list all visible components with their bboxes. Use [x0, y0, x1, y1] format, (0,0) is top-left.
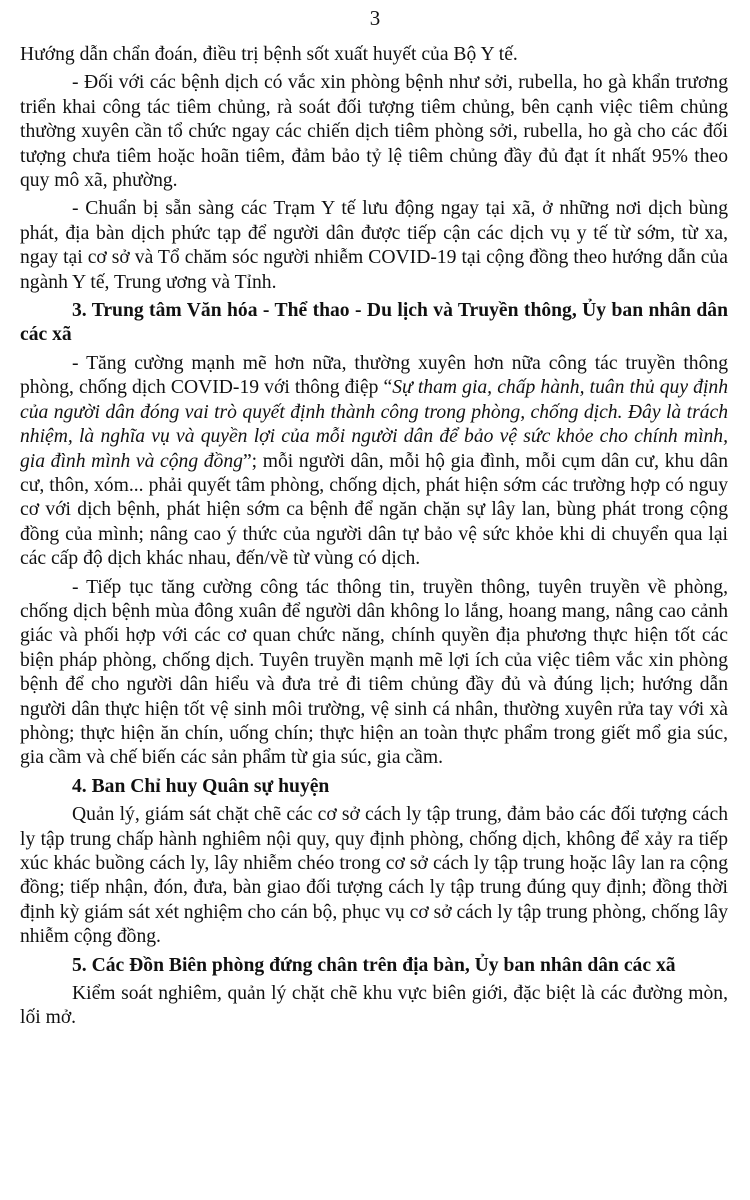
paragraph-vaccination: - Đối với các bệnh dịch có vắc xin phòng bệnh như sởi, rubella, ho gà khẩn trương triển khai công tác tiêm chủng, rà soát đối tượng tiêm chủng, bên cạnh việc tiêm chủng thường xuyên cần tổ chức ngay các chiến dịch tiêm phòng sởi, rubella, ho gà cho các đối tượng chưa tiêm hoặc hoãn tiêm, đảm bảo tỷ lệ tiêm chủng đầy đủ đạt ít nhất 95% theo quy mô xã, phường. [20, 72, 728, 192]
paragraph-information-campaign: - Tiếp tục tăng cường công tác thông tin, truyền thông, tuyên truyền về phòng, chống dịch bệnh mùa đông xuân để người dân không lo lắng, hoang mang, nâng cao cảnh giác và phối hợp với các cơ quan chức năng, chính quyền địa phương thực hiện tốt các biện pháp phòng, chống dịch. Tuyên truyền mạnh mẽ lợi ích của việc tiêm vắc xin phòng bệnh để cho người dân hiểu và đưa trẻ đi tiêm chủng đầy đủ và đúng lịch; hướng dẫn người dân thực hiện tốt vệ sinh môi trường, vệ sinh cá nhân, thường xuyên rửa tay với xà phòng; thực hiện ăn chín, uống chín; thực hiện an toàn thực phẩm trong giết mổ gia súc, gia cầm và chế biến các sản phẩm từ gia súc, gia cầm. [20, 576, 728, 769]
section-4-heading: 4. Ban Chỉ huy Quân sự huyện [72, 775, 330, 797]
paragraph-mobile-stations: - Chuẩn bị sẵn sàng các Trạm Y tế lưu động ngay tại xã, ở những nơi dịch bùng phát, địa bàn dịch phức tạp để người dân được tiếp cận các dịch vụ y tế từ sớm, từ xa, ngay tại cơ sở và Tổ chăm sóc người nhiễm COVID-19 tại cộng đồng theo hướng dẫn của ngành Y tế, Trung ương và Tỉnh. [20, 198, 728, 293]
message-continuation-text: ”; mỗi người dân, mỗi hộ gia đình, mỗi cụm dân cư, khu dân cư, thôn, xóm... phải quyết tâm phòng, chống dịch, phát hiện sớm các trường hợp có nguy cơ với dịch bệnh, phát hiện sớm ca bệnh để ngăn chặn sự lây lan, bùng phát trong cộng đồng của mình; nâng cao ý thức của người dân tự bảo vệ sức khỏe khi di chuyển qua lại các cấp độ dịch khác nhau, đến/về từ vùng có dịch. [20, 450, 728, 570]
page-number: 3 [369, 6, 381, 30]
document-body [20, 43, 728, 1035]
paragraph-border-control: Kiểm soát nghiêm, quản lý chặt chẽ khu vực biên giới, đặc biệt là các đường mòn, lối mở. [20, 983, 728, 1029]
message-quote-text: Sự tham gia, chấp hành, tuân thủ quy định của người dân đóng vai trò quyết định thành công trong phòng, chống dịch. Đây là trách nhiệm, là nghĩa vụ và quyền lợi của mỗi người dân để bảo vệ sức khỏe cho chính mình, gia đình mình và cộng đồng [20, 377, 728, 472]
section-5-heading: 5. Các Đồn Biên phòng đứng chân trên địa bàn, Ủy ban nhân dân các xã [72, 954, 676, 976]
section-3-heading: 3. Trung tâm Văn hóa - Thể thao - Du lịch và Truyền thông, Ủy ban nhân dân các xã [20, 300, 728, 346]
paragraph-communication-message [20, 352, 728, 572]
paragraph-quarantine-management: Quản lý, giám sát chặt chẽ các cơ sở cách ly tập trung, đảm bảo các đối tượng cách ly tập trung chấp hành nghiêm nội quy, quy định phòng, chống dịch, không để xảy ra tiếp xúc khác buồng cách ly, lây nhiễm chéo trong cơ sở cách ly tập trung hoặc lây lan ra cộng đồng; tiếp nhận, đón, đưa, bàn giao đối tượng cách ly tập trung đúng quy định; đồng thời định kỳ giám sát xét nghiệm cho cán bộ, phục vụ cơ sở cách ly tập trung phòng, chống lây nhiễm cộng đồng. [20, 804, 728, 948]
message-intro-text: - Tăng cường mạnh mẽ hơn nữa, thường xuyên hơn nữa công tác truyền thông phòng, chống dịch COVID-19 với thông điệp “ [20, 352, 728, 399]
paragraph-continuation: Hướng dẫn chẩn đoán, điều trị bệnh sốt xuất huyết của Bộ Y tế. [20, 44, 518, 65]
